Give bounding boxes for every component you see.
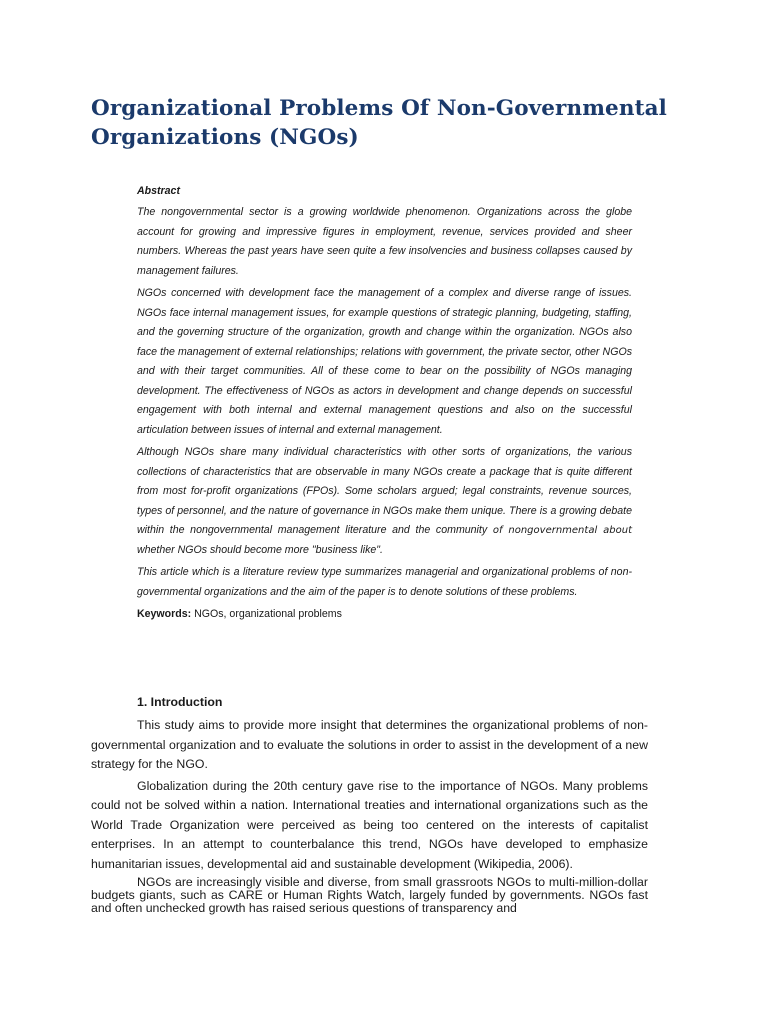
abstract-paragraph-1: The nongovernmental sector is a growing worldwide phenomenon. Organizations across the globe account for growing and impressive figures in employment, revenue, services provided and sheer numbers. Whereas the past years have seen quite a few insolvencies and business collapses caused by management failures.: [137, 206, 632, 277]
introduction-heading: 1. Introduction: [137, 695, 223, 709]
introduction-paragraph-1: This study aims to provide more insight that determines the organizational problems of non-governmental organization and to evaluate the solutions in order to assist in the development of a new strategy for the NGO.: [91, 718, 648, 771]
introduction-section: [91, 692, 648, 916]
keywords-label: Keywords:: [137, 608, 192, 620]
abstract-paragraph-3-end: whether NGOs should become more "business like".: [137, 543, 383, 556]
abstract-paragraph-3-text: Although NGOs share many individual characteristics with other sorts of organizations, the various collections of characteristics that are observable in many NGOs create a package that is quite different from most for-profit organizations (FPOs). Some scholars argued; legal constraints, revenue sources, types of personnel, and the nature of governance in NGOs make them unique. There is a growing debate within the nongovernmental management literature and the community: [137, 446, 632, 536]
introduction-paragraph-2: Globalization during the 20th century gave rise to the importance of NGOs. Many problems could not be solved within a nation. International treaties and international organizations such as the World Trade Organization were perceived as being too centered on the interests of capitalist enterprises. In an attempt to counterbalance this trend, NGOs have developed to emphasize humanitarian issues, developmental aid and sustainable development (Wikipedia, 2006).: [91, 778, 648, 871]
paper-title: Organizational Problems Of Non-Governmental Organizations (NGOs): [91, 96, 667, 150]
keywords-value: NGOs, organizational problems: [191, 608, 342, 620]
introduction-paragraph-3: NGOs are increasingly visible and diverse, from small grassroots NGOs to multi-million-dollar budgets giants, such as CARE or Human Rights Watch, largely funded by governments. NGOs fast and often unchecked growth has raised serious questions of transparency and: [91, 875, 648, 915]
keywords-line: [137, 605, 632, 625]
abstract-paragraph-2: NGOs concerned with development face the management of a complex and diverse range of issues. NGOs face internal management issues, for example questions of strategic planning, budgeting, staffing, and the governing structure of the organization, growth and change within the organization. NGOs also face the management of external relationships; relations with government, the private sector, other NGOs and with their target communities. All of these come to bear on the possibility of NGOs managing development. The effectiveness of NGOs as actors in development and change depends on successful engagement with both internal and external management questions and also on the successful articulation between issues of internal and external management.: [137, 287, 632, 436]
abstract-heading: Abstract: [137, 185, 180, 197]
abstract-paragraph-3-mono-text: of nongovernmental about: [492, 525, 632, 536]
abstract-section: [137, 182, 632, 628]
abstract-paragraph-3: [137, 443, 632, 560]
abstract-paragraph-4: This article which is a literature review type summarizes managerial and organizational problems of non-governmental organizations and the aim of the paper is to denote solutions of these problems.: [137, 566, 632, 598]
